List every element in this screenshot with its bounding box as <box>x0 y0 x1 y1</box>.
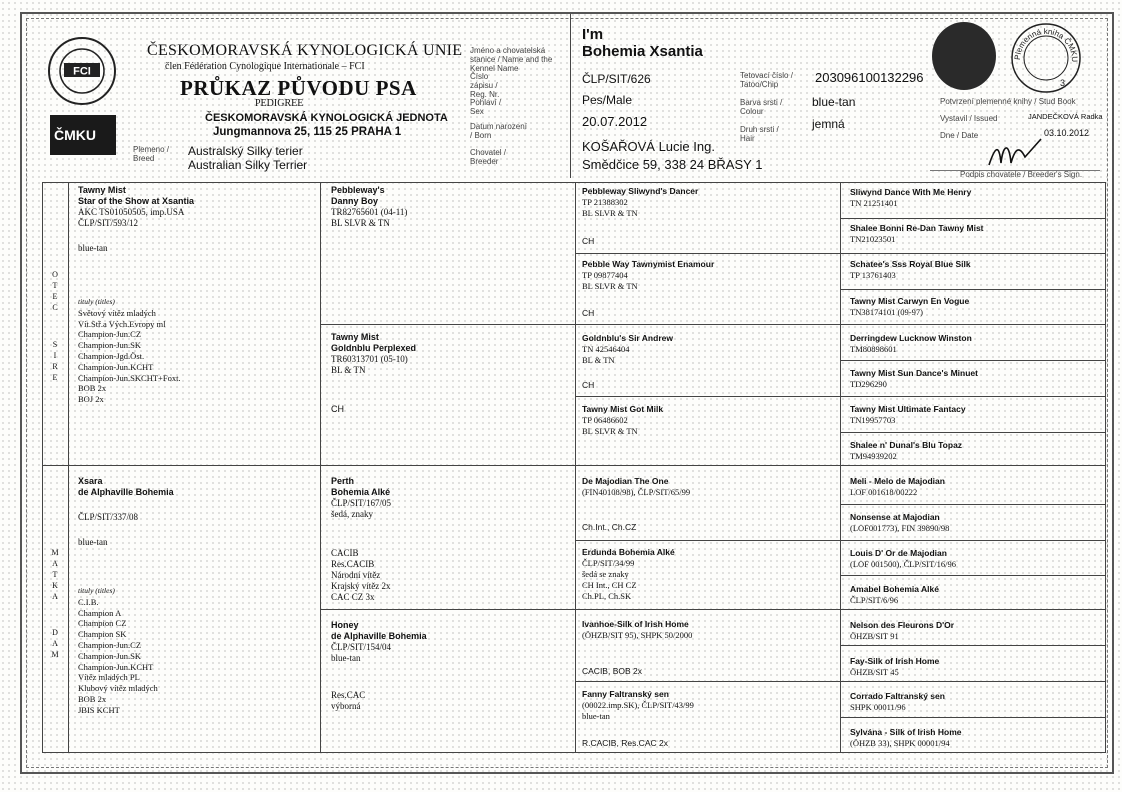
dam-name2: de Alphaville Bohemia <box>78 487 174 497</box>
seal-number: 3 <box>1060 78 1066 88</box>
side-label-matka <box>48 548 62 606</box>
gggp-name: Tawny Mist Ultimate Fantacy <box>850 404 966 414</box>
breed-label: Plemeno / Breed <box>133 145 170 163</box>
gggp-reg: SHPK 00011/96 <box>850 702 906 712</box>
ggp-title: R.CACIB, Res.CAC 2x <box>582 738 668 748</box>
breeder-label: Chovatel / Breeder <box>470 148 507 166</box>
ggp-title: CACIB, BOB 2x <box>582 666 642 676</box>
gp-line: blue-tan <box>331 653 361 663</box>
gggp-reg: (ÖHZB 33), SHPK 00001/94 <box>850 738 950 748</box>
ggp-name: De Majodian The One <box>582 476 669 486</box>
studbook-label: Potvrzení plemenné knihy / Stud Book <box>940 97 1076 106</box>
colour-label: Barva srsti / Colour <box>740 98 783 116</box>
grid-line-g1 <box>840 218 1105 219</box>
ggp-cell <box>582 689 694 722</box>
sire-reg1: AKC TS01050505, imp.USA <box>78 207 185 217</box>
gggp-cell <box>850 476 945 498</box>
gggp-reg: ÖHZB/SIT 45 <box>850 667 899 677</box>
sire-title: BOJ 2x <box>78 394 104 405</box>
gp-name2: Goldnblu Perplexed <box>331 343 417 353</box>
gggp-name: Fay-Silk of Irish Home <box>850 656 940 666</box>
ggp-cell <box>582 333 673 366</box>
grid-line-gp2 <box>320 609 1105 610</box>
dob-label: Datum narození / Born <box>470 122 527 140</box>
name-label: Jméno a chovatelská stanice / Name and the Kennel Name <box>470 46 553 73</box>
breeder-name: KOŠAŘOVÁ Lucie Ing. <box>582 139 715 154</box>
dog-colour: blue-tan <box>812 95 856 109</box>
fci-logo <box>46 35 118 107</box>
gp-titles <box>331 548 390 603</box>
grandparent-cell <box>331 620 427 664</box>
ggp-line: BL SLVR & TN <box>582 281 638 291</box>
gp-line: TR82765601 (04-11) <box>331 207 408 217</box>
gp-line: BL SLVR & TN <box>331 218 390 228</box>
signature-label: Podpis chovatele / Breeder's Sign. <box>960 170 1083 179</box>
gggp-name: Derringdew Lucknow Winston <box>850 333 972 343</box>
ggp-cell <box>582 476 690 498</box>
grid-line-right <box>1105 182 1106 753</box>
dog-photo-seal <box>932 22 996 90</box>
ggp-line: (FIN40108/98), ČLP/SIT/65/99 <box>582 487 691 497</box>
sire-title: Champion-Jun.CZ <box>78 329 142 340</box>
gp-line: ČLP/SIT/167/05 <box>331 498 392 508</box>
side-label-dam <box>48 628 62 664</box>
gp-name1: Pebbleway's <box>331 185 385 195</box>
ggp-line: CH Int., CH CZ <box>582 580 637 590</box>
gp-title: CH <box>331 404 344 414</box>
side-label-sire-text: SIRE <box>50 340 60 384</box>
gp-line: šedá, znaky <box>331 509 373 519</box>
sire-title: BOB 2x <box>78 383 107 394</box>
gggp-name: Tawny Mist Carwyn En Vogue <box>850 296 970 306</box>
ggp-title: CH <box>582 308 595 318</box>
side-label-otec-text: OTEC <box>50 270 60 314</box>
org-name: ČESKOMORAVSKÁ KYNOLOGICKÁ UNIE <box>147 42 463 59</box>
grid-line-c4 <box>840 182 841 753</box>
dam-title: JBIS KCHT <box>78 704 120 715</box>
gggp-name: Amabel Bohemia Alké <box>850 584 939 594</box>
studbook-seal <box>1008 20 1084 96</box>
ggp-line: šedá se znaky <box>582 569 629 579</box>
ggp-line: TN 42546404 <box>582 344 630 354</box>
ggp-cell <box>582 186 698 219</box>
grandparent-cell <box>331 476 391 520</box>
ggp-cell <box>582 404 663 437</box>
grid-line-g3 <box>840 360 1105 361</box>
dam-title: Champion-Jun.SK <box>78 650 142 661</box>
ggp-title: CH <box>582 380 595 390</box>
header-divider <box>570 14 571 178</box>
gggp-reg: TM94939202 <box>850 451 897 461</box>
sire-cell <box>78 185 194 254</box>
dam-titles-label: tituly (titles) <box>78 586 115 595</box>
ggp-line: Ch.PL, Ch.SK <box>582 591 632 601</box>
gp-name1: Perth <box>331 476 355 486</box>
grid-line-ggp1 <box>575 253 1105 254</box>
gggp-reg: ÖHZB/SIT 91 <box>850 631 899 641</box>
gp-name2: Bohemia Alké <box>331 487 391 497</box>
dog-hair: jemná <box>812 117 845 131</box>
ggp-cell <box>582 259 714 292</box>
dam-title: C.I.B. <box>78 596 99 607</box>
dam-reg: ČLP/SIT/337/08 <box>78 512 139 522</box>
ggp-name: Erdunda Bohemia Alké <box>582 547 675 557</box>
dog-name-line1: I'm <box>582 26 604 43</box>
gggp-name: Corrado Faltranský sen <box>850 691 945 701</box>
side-label-sire <box>48 340 62 387</box>
dog-chip: 203096100132296 <box>815 70 924 85</box>
dam-name1: Xsara <box>78 476 103 486</box>
org2-name: ČESKOMORAVSKÁ KYNOLOGICKÁ JEDNOTA <box>205 112 448 124</box>
ggp-name: Goldnblu's Sir Andrew <box>582 333 673 343</box>
ggp-name: Ivanhoe-Silk of Irish Home <box>582 619 689 629</box>
ggp-cell <box>582 619 692 641</box>
grid-line-g6 <box>840 575 1105 576</box>
gggp-cell <box>850 223 984 245</box>
gp-title: Res.CACIB <box>331 559 375 569</box>
side-label-matka-text: MATKA <box>50 548 60 603</box>
grid-line-gp1 <box>320 324 1105 325</box>
gggp-cell <box>850 727 961 749</box>
gggp-reg: ČLP/SIT/6/96 <box>850 595 899 605</box>
sire-titles-label: tituly (titles) <box>78 297 115 306</box>
sire-reg2: ČLP/SIT/593/12 <box>78 218 139 228</box>
dam-title: Champion-Jun.KCHT <box>78 661 154 672</box>
grid-line-c3 <box>575 182 576 753</box>
reg-label: Číslo zápisu / Reg. Nr. <box>470 72 500 99</box>
gggp-reg: TN 21251401 <box>850 198 898 208</box>
gggp-cell <box>850 656 939 678</box>
grid-line-ggp3 <box>575 540 1105 541</box>
grid-line-g7 <box>840 645 1105 646</box>
gp-title: CAC CZ 3x <box>331 592 375 602</box>
gggp-reg: TP 13761403 <box>850 270 896 280</box>
gggp-name: Shalee n' Dunal's Blu Topaz <box>850 440 963 450</box>
gp-title: Národní vítěz <box>331 570 381 580</box>
gggp-reg: TM80898601 <box>850 344 897 354</box>
ggp-line: BL SLVR & TN <box>582 426 638 436</box>
side-label-otec <box>48 270 62 317</box>
ggp-line: (ÖHZB/SIT 95), SHPK 50/2000 <box>582 630 693 640</box>
ggp-name: Pebble Way Tawnymist Enamour <box>582 259 715 269</box>
sire-title: Champion-Jun.SKCHT+Foxt. <box>78 372 181 383</box>
ggp-name: Pebbleway Sliwynd's Dancer <box>582 186 699 196</box>
ggp-line: BL & TN <box>582 355 615 365</box>
gggp-name: Louis D' Or de Majodian <box>850 548 947 558</box>
dog-sex: Pes/Male <box>582 93 633 107</box>
gggp-reg: TN19957703 <box>850 415 896 425</box>
gggp-name: Sliwynd Dance With Me Henry <box>850 187 972 197</box>
grid-line-left <box>42 182 43 753</box>
ggp-line: TP 21388302 <box>582 197 628 207</box>
seal-text: Plemenná kniha ČMKU <box>1012 26 1080 63</box>
gggp-reg: TD296290 <box>850 379 887 389</box>
gggp-reg: (LOF 001500), ČLP/SIT/16/96 <box>850 559 957 569</box>
breed-en: Australian Silky Terrier <box>188 158 308 172</box>
hair-label: Druh srsti / Hair <box>740 125 779 143</box>
gggp-cell <box>850 512 949 534</box>
gggp-name: Tawny Mist Sun Dance's Minuet <box>850 368 978 378</box>
grid-line-g8 <box>840 717 1105 718</box>
ggp-line: blue-tan <box>582 711 610 721</box>
gp-title: Res.CAC <box>331 690 366 700</box>
gp-title: výborná <box>331 701 361 711</box>
grid-line-ggp2 <box>575 396 1105 397</box>
gp-title: CACIB <box>331 548 359 558</box>
sex-label: Pohlaví / Sex <box>470 98 502 116</box>
grid-line-ggp4 <box>575 681 1105 682</box>
dam-title: Champion CZ <box>78 618 127 629</box>
signature <box>985 135 1045 173</box>
dam-title: BOB 2x <box>78 693 107 704</box>
cmku-logo <box>50 115 116 155</box>
sire-title: Vít.Stř.a Vých.Evropy ml <box>78 318 166 329</box>
grid-line-g5 <box>840 504 1105 505</box>
gp-name1: Honey <box>331 620 359 630</box>
gggp-cell <box>850 333 972 355</box>
issuer: JANDEČKOVÁ Radka <box>1028 112 1103 121</box>
gggp-cell <box>850 440 962 462</box>
gggp-name: Meli - Melo de Majodian <box>850 476 945 486</box>
sire-title: Champion-Jun.SK <box>78 340 142 351</box>
grid-line-c2 <box>320 182 321 753</box>
issue-date: 03.10.2012 <box>1044 128 1090 138</box>
ggp-name: Fanny Faltranský sen <box>582 689 669 699</box>
gggp-cell <box>850 404 966 426</box>
gggp-reg: (LOF001773), FIN 39890/98 <box>850 523 950 533</box>
doc-subtitle: PEDIGREE <box>255 98 304 109</box>
gggp-cell <box>850 296 969 318</box>
gggp-name: Shalee Bonni Re-Dan Tawny Mist <box>850 223 984 233</box>
gp-line: ČLP/SIT/154/04 <box>331 642 392 652</box>
ggp-title: CH <box>582 236 595 246</box>
dam-titles <box>78 586 158 716</box>
org2-address: Jungmannova 25, 115 25 PRAHA 1 <box>213 126 402 138</box>
ggp-title: Ch.Int., Ch.CZ <box>582 522 637 532</box>
dam-title: Champion A <box>78 607 122 618</box>
ggp-line: ČLP/SIT/34/99 <box>582 558 635 568</box>
ggp-line: TP 09877404 <box>582 270 628 280</box>
grandparent-cell <box>331 185 407 229</box>
org-member: člen Fédération Cynologique Internationale – FCI <box>165 61 365 72</box>
ggp-line: (00022.imp.SK), ČLP/SIT/43/99 <box>582 700 694 710</box>
sire-title: Champion-Jun.KCHT <box>78 361 154 372</box>
gggp-reg: TN21023501 <box>850 234 896 244</box>
dam-title: Klubový vítěz mladých <box>78 683 158 694</box>
dam-title: Champion-Jun.CZ <box>78 639 142 650</box>
ggp-cell <box>582 547 675 602</box>
gggp-cell <box>850 259 971 281</box>
gggp-name: Nonsense at Majodian <box>850 512 940 522</box>
breeder-address: Smědčice 59, 338 24 BŘASY 1 <box>582 157 763 172</box>
gggp-cell <box>850 691 945 713</box>
gggp-cell <box>850 368 978 390</box>
dam-cell <box>78 476 174 548</box>
gggp-name: Sylvána - Silk of Irish Home <box>850 727 962 737</box>
dam-colour: blue-tan <box>78 537 108 547</box>
grid-line-sidecol <box>68 182 69 753</box>
gggp-cell <box>850 187 971 209</box>
sire-title: Světový vítěz mladých <box>78 307 156 318</box>
grid-line-mid <box>42 465 1106 466</box>
gggp-name: Schatee's Sss Royal Blue Silk <box>850 259 971 269</box>
date-label: Dne / Date <box>940 131 979 140</box>
grid-line-bottom <box>42 752 1106 753</box>
grandparent-cell <box>331 332 416 376</box>
dam-title: Champion SK <box>78 629 127 640</box>
gggp-cell <box>850 620 954 642</box>
gp-name1: Tawny Mist <box>331 332 379 342</box>
sire-name1: Tawny Mist <box>78 185 126 195</box>
issued-label: Vystavil / Issued <box>940 114 998 123</box>
ggp-name: Tawny Mist Got Milk <box>582 404 664 414</box>
gggp-name: Nelson des Fleurons D'Or <box>850 620 955 630</box>
sire-colour: blue-tan <box>78 243 108 253</box>
gggp-cell <box>850 548 956 570</box>
gggp-reg: LOF 001618/00222 <box>850 487 918 497</box>
gp-line: TR60313701 (05-10) <box>331 354 408 364</box>
dam-title: Vítěz mladých PL <box>78 672 140 683</box>
gp-title: Krajský vítěz 2x <box>331 581 391 591</box>
side-label-dam-text: DAM <box>50 628 60 661</box>
gp-titles <box>331 690 365 712</box>
dog-dob: 20.07.2012 <box>582 114 648 129</box>
breed-cz: Australský Silky terier <box>188 144 303 158</box>
chip-label: Tetovací číslo / Tatoo/Chip <box>740 71 793 89</box>
dog-reg: ČLP/SIT/626 <box>582 72 651 86</box>
cmku-logo-label: ČMKU <box>54 127 96 143</box>
ggp-line: BL SLVR & TN <box>582 208 638 218</box>
gp-name2: de Alphaville Bohemia <box>331 631 427 641</box>
gggp-reg: TN38174101 (09-97) <box>850 307 923 317</box>
sire-title: Champion-Jgd.Öst. <box>78 350 145 361</box>
fci-logo-label: FCI <box>73 65 91 78</box>
ggp-line: TP 06486602 <box>582 415 628 425</box>
sire-titles <box>78 297 181 405</box>
grid-line-g2 <box>840 289 1105 290</box>
dog-name-line2: Bohemia Xsantia <box>582 43 703 60</box>
gggp-cell <box>850 584 939 606</box>
grid-line-top <box>42 182 1106 183</box>
gp-name2: Danny Boy <box>331 196 379 206</box>
doc-title: PRŮKAZ PŮVODU PSA <box>180 76 417 100</box>
gp-line: BL & TN <box>331 365 366 375</box>
grid-line-g4 <box>840 432 1105 433</box>
sire-name2: Star of the Show at Xsantia <box>78 196 195 206</box>
